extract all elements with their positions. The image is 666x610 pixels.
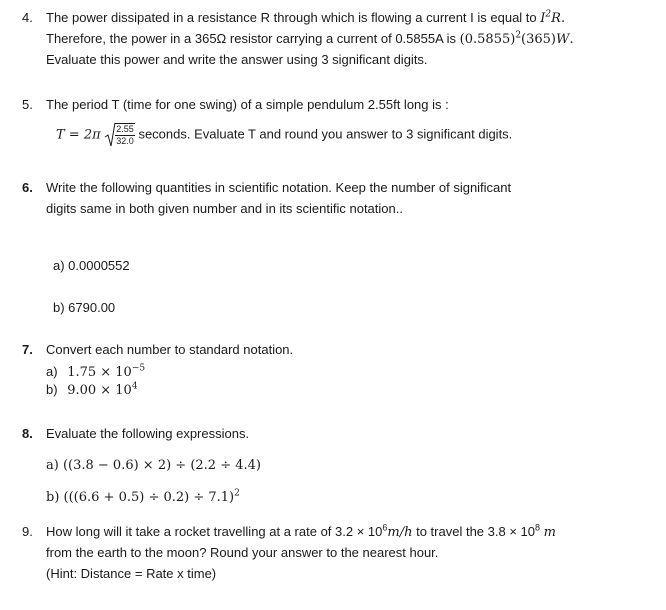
q9-line3: (Hint: Distance = Rate x time) <box>46 566 217 581</box>
q4-line2 <box>46 31 574 47</box>
q4-line1-math: $I^2R$. <box>540 9 566 26</box>
q8-b-main: b) (((6.6 + 0.5) ÷ 0.2) ÷ 7.1) <box>46 490 235 505</box>
q7-a-label: a) <box>46 364 58 379</box>
q5-formula-lhs: T = 2π <box>56 127 101 143</box>
q8-a: a) ((3.8 − 0.6) × 2) ÷ (2.2 ÷ 4.4) <box>46 458 261 473</box>
q4-line2-text: Therefore, the power in a 365Ω resistor carrying a current of 0.5855A is <box>46 31 457 46</box>
q8-b-exp: 2 <box>234 488 240 499</box>
sqrt-symbol <box>104 122 135 148</box>
q5-frac-top: 2.55 <box>116 124 134 134</box>
q9-line2: from the earth to the moon? Round your answer to the nearest hour. <box>46 545 439 560</box>
q6-line1: Write the following quantities in scientific notation. Keep the number of significant <box>46 180 512 195</box>
q5-line1: The period T (time for one swing) of a simple pendulum 2.55ft long is : <box>46 97 449 112</box>
q5-fraction <box>115 123 135 147</box>
q4-line3: Evaluate this power and write the answer using 3 significant digits. <box>46 52 428 67</box>
q6-number: 6. <box>22 180 33 195</box>
q5-frac-bot: 32.0 <box>116 136 134 146</box>
q7-b-label: b) <box>46 382 58 397</box>
q6-b: b) 6790.00 <box>53 300 116 315</box>
q4-line1 <box>46 10 565 26</box>
q7-a <box>46 364 145 380</box>
q7-line1: Convert each number to standard notation. <box>46 342 294 357</box>
q8-b <box>46 490 240 505</box>
q5-line2-rest: seconds. Evaluate T and round you answer to 3 significant digits. <box>138 126 513 142</box>
q5-number: 5. <box>22 97 33 112</box>
q8-number: 8. <box>22 426 33 441</box>
q9-number: 9. <box>22 524 33 539</box>
q6-a: a) 0.0000552 <box>53 258 130 273</box>
q6-line2: digits same in both given number and in its scientific notation.. <box>46 201 403 216</box>
q5-formula <box>56 122 512 148</box>
q7-b-math: $9.00 \times 10^4$ <box>67 381 138 398</box>
q9-line1: How long will it take a rocket travelling at a rate of $3.2 \times 10^6m/h$ to travel the $3.8 \times 10^8$ m <box>46 522 556 540</box>
q7-number: 7. <box>22 342 33 357</box>
q4-line1-text: The power dissipated in a resistance R through which is flowing a current I is equal to <box>46 10 537 25</box>
q7-a-math: $1.75 \times 10^{-5}$ <box>67 363 146 380</box>
q8-line1: Evaluate the following expressions. <box>46 426 250 441</box>
q4-line2-math: $(0.5855)^2(365)W$. <box>459 30 574 47</box>
q7-b <box>46 382 138 398</box>
q4-number: 4. <box>22 10 33 25</box>
